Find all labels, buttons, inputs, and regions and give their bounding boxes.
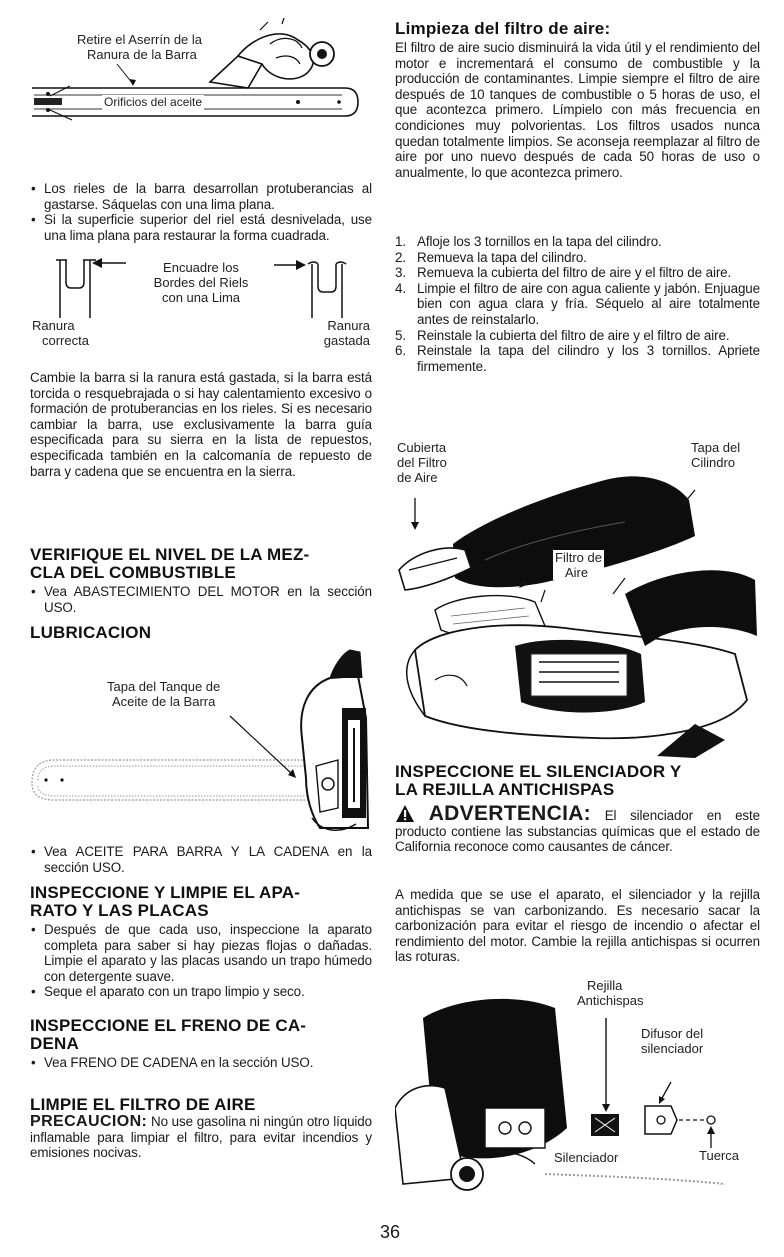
muffler-label: Silenciador (554, 1150, 619, 1165)
lube-bullet-list (30, 844, 372, 875)
sawdust-label-line2: Ranura de la Barra (87, 47, 197, 62)
step-number: 6. (395, 343, 406, 359)
list-item (395, 234, 760, 250)
correct-groove-label-line2: correcta (42, 333, 89, 348)
correct-groove-label (30, 318, 89, 348)
brake-bullet-list (30, 1055, 372, 1071)
clean-filter-heading: LIMPIE EL FILTRO DE AIRE (30, 1095, 256, 1114)
inspect-bullet-list (30, 922, 372, 1000)
worn-groove-label-line2: gastada (323, 333, 370, 348)
air-filter-figure (395, 440, 760, 758)
muffler-drawing (395, 978, 760, 1200)
air-filter-drawing (395, 440, 760, 758)
square-edges-label (126, 260, 276, 305)
list-item (395, 250, 760, 266)
air-filter-label (553, 550, 604, 580)
spark-screen-label-line1: Rejilla (587, 978, 623, 993)
list-item (395, 265, 760, 281)
air-filter-label-line2: Aire (565, 565, 589, 580)
replace-bar-paragraph: Cambie la barra si la ranura está gastada, si la barra está torcida o resquebrajada o si hay calentamiento excesivo o formación de protuberancias en los rieles. Si es necesario cambiar la barra, use exclusivamente la barra guía especificada para su sierra en la lista de repuestos, especificada también en la calcomanía de repuesto de barra y cadena que se encuentra en la sierra. (30, 370, 372, 479)
fuel-heading (30, 546, 372, 582)
muffler-figure (395, 978, 760, 1200)
nut-label: Tuerca (699, 1148, 739, 1163)
step-text: Reinstale la tapa del cilindro y los 3 tornillos. Apriete firmemente. (417, 343, 760, 374)
list-item: • Vea FRENO DE CADENA en la sección USO. (30, 1055, 372, 1071)
filter-cover-label-line2: del Filtro (397, 455, 447, 470)
list-item: • Si la superficie superior del riel está desnivelada, use una lima plana para restaurar la forma cuadrada. (30, 212, 372, 243)
step-number: 3. (395, 265, 406, 281)
spark-screen-label-line2: Antichispas (577, 993, 644, 1008)
step-text: Remueva la cubierta del filtro de aire y el filtro de aire. (417, 265, 732, 281)
step-text: Reinstale la cubierta del filtro de aire y el filtro de aire. (417, 327, 730, 343)
muffler-paragraph: A medida que se use el aparato, el silenciador y la rejilla antichispas se van carbonizando. Es necesario sacar la carbonización para evitar el riesgo de incendio o afectar el rendimiento del motor. Cambie la rejilla antichispas si ocurren las roturas. (395, 887, 760, 965)
fuel-heading-line1: VERIFIQUE EL NIVEL DE LA MEZ- (30, 545, 310, 564)
filter-cover-label-line1: Cubierta (397, 440, 447, 455)
guide-bar-figure (30, 18, 372, 193)
step-number: 2. (395, 249, 406, 265)
air-filter-paragraph: El filtro de aire sucio disminuirá la vida útil y el rendimiento del motor e incrementará el consumo de combustible y la producción de contaminantes. Limpie siempre el filtro de aire después de 10 tanques de combustible o 5 horas de uso, el que acontezca primero. Límpielo con más frecuencia en condiciones muy polvorientas. Los filtros usados nunca quedan totalmente limpios. Se aconseja reemplazar al filtro de aire por uno nuevo después de cada 50 horas de uso o anualmente, lo que acontezca primero. (395, 40, 760, 180)
oil-holes-label: Orificios del aceite (104, 95, 203, 109)
oil-tank-label-line1: Tapa del Tanque de (107, 679, 221, 694)
step-text: Limpie el filtro de aire con agua caliente y jabón. Enjuague bien con agua clara y fría. Séquelo al aire totalmente antes de reinstalarlo. (417, 280, 760, 327)
warning-title: ADVERTENCIA: (428, 802, 591, 825)
step-number: 4. (395, 280, 406, 296)
cylinder-cap-label-line1: Tapa del (691, 440, 741, 455)
muffler-heading-line2: LA REJILLA ANTICHISPAS (395, 780, 615, 799)
air-filter-label-line1: Filtro de (555, 550, 602, 565)
list-item (395, 281, 760, 328)
filter-cover-label-line3: de Aire (397, 470, 438, 485)
page-number: 36 (380, 1222, 401, 1242)
square-edges-label-line1: Encuadre los (163, 260, 239, 275)
list-item: • Los rieles de la barra desarrollan protuberancias al gastarse. Sáquelas con una lima plana. (30, 181, 372, 212)
step-text: Afloje los 3 tornillos en la tapa del cilindro. (417, 234, 662, 249)
inspect-clean-heading (30, 884, 372, 920)
filter-cover-label (397, 440, 447, 485)
correct-groove-label-line1: Ranura (32, 318, 75, 333)
oil-tank-label-line2: Aceite de la Barra (112, 694, 216, 709)
rails-bullet-list (30, 181, 372, 243)
step-text: Remueva la tapa del cilindro. (417, 249, 587, 265)
lubrication-heading: LUBRICACION (30, 623, 152, 642)
square-edges-label-line3: con una Lima (161, 290, 241, 305)
worn-groove-label-line1: Ranura (327, 318, 370, 333)
warning-icon (395, 804, 415, 823)
precaution-text: No use gasolina ni ningún otro líquido inflamable para limpiar el filtro, para evitar incendios y emisiones nocivas. (30, 1114, 372, 1161)
chain-brake-heading (30, 1017, 372, 1053)
list-item: • Vea ACEITE PARA BARRA Y LA CADENA en la sección USO. (30, 844, 372, 875)
oil-tank-figure (30, 648, 372, 833)
muffler-diffuser-label-line1: Difusor del (641, 1026, 704, 1041)
list-item (395, 328, 760, 344)
muffler-diffuser-label (641, 1026, 703, 1056)
air-filter-cleaning-heading: Limpieza del filtro de aire: (395, 19, 611, 38)
chain-brake-heading-line2: DENA (30, 1034, 79, 1053)
inspect-clean-heading-line2: RATO Y LAS PLACAS (30, 901, 209, 920)
oil-tank-drawing (30, 648, 372, 833)
step-number: 5. (395, 327, 406, 343)
list-item: • Seque el aparato con un trapo limpio y seco. (30, 984, 372, 1000)
sawdust-label-line1: Retire el Aserrín de la (77, 32, 203, 47)
warning-paragraph (395, 804, 760, 855)
list-item: • Después de que cada uso, inspeccione la aparato completa para saber si hay piezas flojas o dañadas. Limpie el aparato y las placas usando un trapo húmedo con detergente suave. (30, 922, 372, 984)
precaution-paragraph (30, 1114, 372, 1161)
filter-steps-list (395, 234, 760, 374)
worn-groove-label (298, 318, 370, 348)
muffler-heading-line1: INSPECCIONE EL SILENCIADOR Y (395, 762, 682, 781)
list-item (395, 343, 760, 374)
inspect-clean-heading-line1: INSPECCIONE Y LIMPIE EL APA- (30, 883, 301, 902)
warning-text: El silenciador en este producto contiene las substancias químicas que el estado de California reconoce como causantes de cáncer. (395, 808, 760, 855)
list-item: • Vea ABASTECIMIENTO DEL MOTOR en la sección USO. (30, 584, 372, 615)
precaution-title: PRECAUCION: (30, 1113, 148, 1130)
fuel-heading-line2: CLA DEL COMBUSTIBLE (30, 563, 236, 582)
cylinder-cap-label-line2: Cilindro (691, 455, 736, 470)
fuel-bullet-list (30, 584, 372, 615)
groove-figure (30, 256, 372, 354)
muffler-heading (395, 763, 760, 799)
cylinder-cap-label (691, 440, 740, 470)
muffler-diffuser-label-line2: silenciador (641, 1041, 704, 1056)
square-edges-label-line2: Bordes del Riels (153, 275, 249, 290)
spark-screen-label (577, 978, 643, 1008)
chain-brake-heading-line1: INSPECCIONE EL FRENO DE CA- (30, 1016, 307, 1035)
step-number: 1. (395, 234, 406, 249)
